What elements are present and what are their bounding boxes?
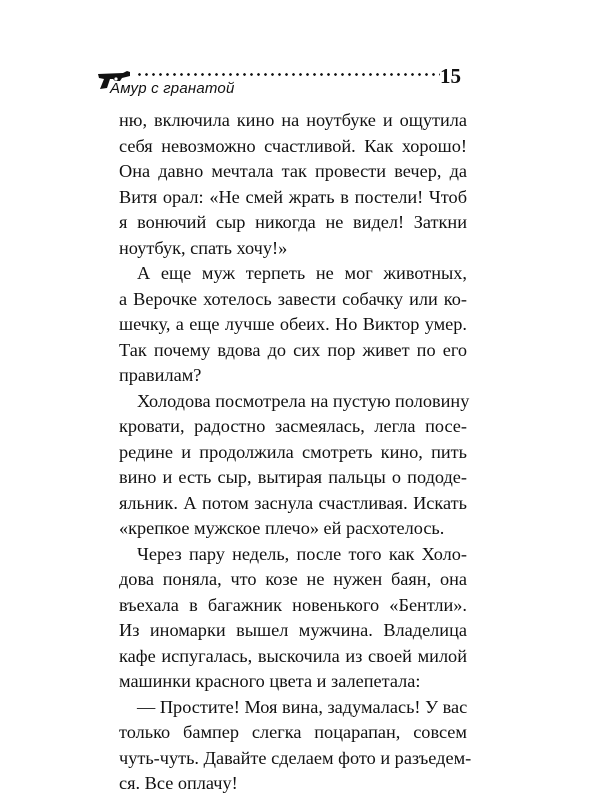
- text-line: а Верочке хотелось завести собачку или ко-: [119, 288, 467, 309]
- header-dotted-rule: [136, 73, 440, 76]
- text-line: Витя орал: «Не смей жрать в постели! Чтоб: [119, 186, 467, 207]
- page-number: 15: [440, 64, 461, 88]
- running-header: [0, 0, 600, 110]
- text-line: только бампер слегка поцарапан, совсем: [119, 722, 467, 742]
- text-line: дова поняла, что козе не нужен баян, она: [119, 569, 467, 589]
- paragraph: [119, 542, 467, 695]
- text-line: редине и продолжила смотреть кино, пить: [119, 441, 467, 462]
- paragraph: [119, 389, 470, 542]
- text-line: — Простите! Моя вина, задумалась! У вас: [137, 696, 468, 717]
- text-line: въехала в багажник новенького «Бентли».: [119, 594, 467, 615]
- text-line: ся. Все оплачу!: [119, 773, 238, 793]
- text-line: шечку, а еще лучше обеих. Но Виктор умер.: [119, 314, 467, 334]
- paragraph: [119, 108, 467, 261]
- text-line: правилам?: [119, 365, 202, 385]
- text-line: себя невозможно счастливой. Как хорошо!: [119, 135, 467, 156]
- body-text: [119, 108, 472, 797]
- paragraph: [119, 261, 467, 389]
- text-line: Холодова посмотрела на пустую половину: [137, 390, 470, 411]
- text-line: чуть-чуть. Давайте сделаем фото и разъедем-: [119, 747, 472, 768]
- book-title: Амур с гранатой: [110, 80, 235, 97]
- text-line: ноутбук, спать хочу!»: [119, 237, 288, 258]
- text-line: Так почему вдова до сих пор живет по его: [119, 339, 467, 360]
- text-line: кровати, радостно засмеялась, легла посе-: [119, 416, 467, 436]
- text-line: Она давно мечтала так провести вечер, да: [119, 161, 467, 181]
- text-line: Из иномарки вышел мужчина. Владелица: [119, 620, 467, 640]
- paragraph: [119, 695, 472, 797]
- text-line: я вонючий сыр никогда не видел! Заткни: [119, 212, 467, 232]
- text-line: Через пару недель, после того как Холо-: [137, 543, 467, 564]
- text-line: «крепкое мужское плечо» ей расхотелось.: [119, 518, 445, 538]
- text-line: кафе испугалась, выскочила из своей милой: [119, 645, 467, 666]
- text-line: А еще муж терпеть не мог животных,: [137, 263, 467, 283]
- text-line: яльник. А потом заснула счастливая. Искать: [119, 492, 467, 513]
- text-line: вино и есть сыр, вытирая пальцы о пододе-: [119, 467, 467, 487]
- text-line: машинки красного цвета и залепетала:: [119, 671, 421, 691]
- text-line: ню, включила кино на ноутбуке и ощутила: [119, 110, 467, 130]
